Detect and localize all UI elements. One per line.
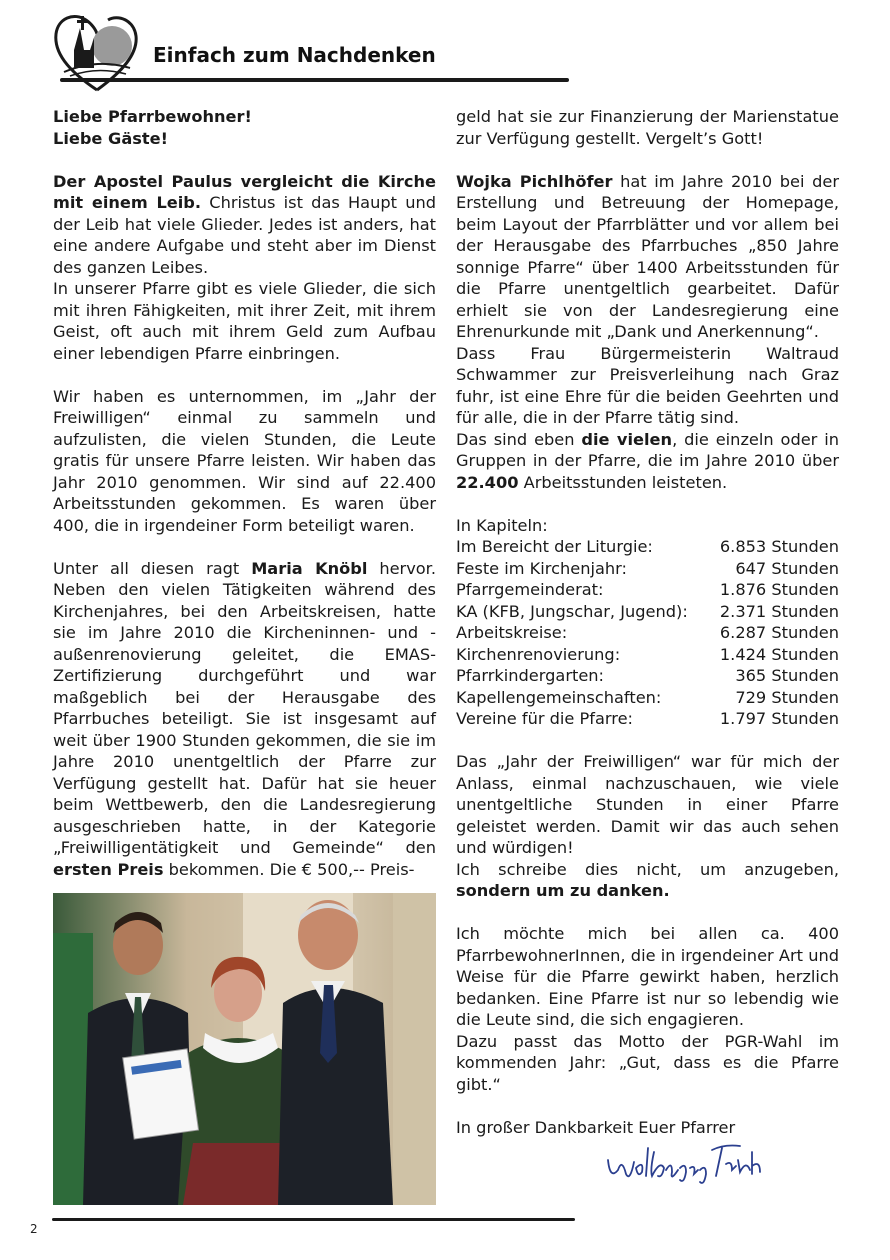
stat-value: 1.797 Stunden bbox=[719, 709, 839, 728]
heart-church-logo-icon bbox=[52, 10, 142, 95]
stat-value: 6.853 Stunden bbox=[719, 537, 839, 556]
stat-label: Arbeitskreise: bbox=[456, 623, 568, 642]
stat-label: Vereine für die Pfarre: bbox=[456, 709, 633, 728]
stat-value: 365 Stunden bbox=[735, 666, 839, 685]
stat-row bbox=[456, 579, 839, 601]
stat-row bbox=[456, 558, 839, 580]
paragraph-danken bbox=[456, 859, 839, 902]
stat-value: 2.371 Stunden bbox=[719, 601, 839, 621]
paragraph-wojka bbox=[456, 171, 839, 343]
stat-label: Feste im Kirchenjahr: bbox=[456, 558, 627, 578]
paragraph-maria-knoebl bbox=[53, 558, 436, 881]
stat-label: Im Bereicht der Liturgie: bbox=[456, 537, 653, 556]
paragraph-paulus-lead: Der Apostel Paulus vergleicht die Kirche mit einem Leib. bbox=[53, 171, 436, 212]
signature-image bbox=[600, 1130, 770, 1185]
page-number: 2 bbox=[30, 1222, 38, 1236]
paragraph-paulus bbox=[53, 171, 436, 279]
stat-row bbox=[456, 687, 839, 709]
greeting-line-1: Liebe Pfarrbewohner! bbox=[53, 107, 252, 126]
stat-label: Pfarrgemeinderat: bbox=[456, 580, 604, 599]
hours-by-chapter bbox=[456, 515, 839, 730]
paragraph-preisgeld: geld hat sie zur Finanzierung der Marienstatue zur Verfügung gestellt. Vergelt’s Gott! bbox=[456, 107, 839, 148]
stat-row bbox=[456, 644, 839, 666]
stat-row bbox=[456, 622, 839, 644]
header-divider bbox=[60, 78, 569, 82]
stat-label: KA (KFB, Jungschar, Jugend): bbox=[456, 601, 688, 621]
paragraph-buergermeisterin: Dass Frau Bürgermeisterin Waltraud Schwammer zur Preisverleihung nach Graz fuhr, ist eine Ehre für die beiden Geehrten und für alle, die in der Pfarre tätig sind. bbox=[456, 343, 839, 427]
text-segment: Ich schreibe dies nicht, um anzugeben, bbox=[456, 859, 839, 879]
text-segment: Arbeitsstunden leisteten. bbox=[518, 472, 728, 492]
award-photo bbox=[53, 893, 436, 1205]
page-header bbox=[52, 10, 572, 100]
greeting bbox=[53, 106, 436, 149]
closing-line: In großer Dankbarkeit Euer Pfarrer bbox=[456, 1117, 736, 1137]
paragraph-motto: Dazu passt das Motto der PGR-Wahl im kommenden Jahr: „Gut, dass es die Pfarre gibt.“ bbox=[456, 1031, 839, 1094]
die-vielen: die vielen bbox=[581, 429, 673, 449]
total-hours: 22.400 bbox=[456, 472, 519, 492]
footer-divider bbox=[52, 1218, 575, 1221]
stat-value: 6.287 Stunden bbox=[719, 623, 839, 642]
text-segment: Das sind eben bbox=[456, 429, 582, 449]
stat-row bbox=[456, 665, 839, 687]
paragraph-paulus-text: Christus ist das Haupt und der Leib hat viele Glieder. Jedes ist anders, hat eine andere Aufgabe und steht aber im Dienst des ganzen Leibes. bbox=[53, 193, 436, 277]
paragraph-dank: Ich möchte mich bei allen ca. 400 PfarrbewohnerInnen, die in irgendeiner Art und Weise für die Pfarre gewirkt haben, herzlich bedanken. Eine Pfarre ist nur so lebendig wie die Leute sind, die sich engagieren. bbox=[456, 924, 839, 1029]
stats-heading bbox=[456, 515, 839, 537]
text-segment: hervor. Neben den vielen Tätigkeiten während des Kirchenjahres, bei den Arbeitskreisen, hatte sie im Jahre 2010 die Kircheninnen- und - außenrenovierung geleitet, die EMAS-Zertifizierung durchgeführt und war maßgeblich bei der Herausgabe des Pfarrbuches beteiligt. Sie ist insgesamt auf weit über 1900 Stunden gekommen, die sie im Jahre 2010 unentgeltlich der Pfarre zur Verfügung gestellt hat. Dafür hat sie heuer beim Wettbewerb, den die Landesregierung ausgeschrieben hatte, in der Kategorie „Freiwilligentätigkeit und Gemeinde“ den bbox=[53, 558, 436, 857]
stat-label: Kirchenrenovierung: bbox=[456, 644, 621, 664]
stat-value: 1.876 Stunden bbox=[719, 580, 839, 599]
text-segment: , die einzeln oder in Gruppen in der Pfarre, die im Jahre 2010 über bbox=[456, 429, 839, 470]
page-title: Einfach zum Nachdenken bbox=[153, 43, 436, 67]
name-wojka-pichlhoefer: Wojka Pichlhöfer bbox=[456, 171, 613, 191]
stat-row bbox=[456, 536, 839, 558]
stat-row bbox=[456, 601, 839, 623]
name-maria-knoebl: Maria Knöbl bbox=[251, 558, 368, 578]
award-photo-illustration bbox=[53, 893, 436, 1205]
sondern-um-zu-danken: sondern um zu danken. bbox=[456, 881, 670, 900]
right-column bbox=[456, 106, 839, 1160]
stat-label: Kapellengemeinschaften: bbox=[456, 687, 662, 707]
stats-heading-label: In Kapiteln: bbox=[456, 515, 548, 535]
stat-label: Pfarrkindergarten: bbox=[456, 666, 605, 685]
text-segment: Unter all diesen ragt bbox=[53, 558, 252, 578]
first-prize: ersten Preis bbox=[53, 859, 164, 879]
stat-value: 647 Stunden bbox=[735, 558, 839, 578]
text-segment: hat im Jahre 2010 bei der Erstellung und Betreuung der Homepage, beim Layout der Pfarrblätter und vor allem bei der Herausgabe des Pfarrbuches „850 Jahre sonnige Pfarre“ über 1400 Arbeitsstunden für die Pfarre unentgeltlich gearbeitet. Dafür erhielt sie von der Landesregierung eine Ehrenurkunde mit „Dank und Anerkennung“. bbox=[456, 171, 839, 341]
stat-value: 1.424 Stunden bbox=[719, 644, 839, 664]
stat-row bbox=[456, 708, 839, 730]
text-segment: bekommen. Die € 500,-- Preis- bbox=[163, 859, 415, 879]
left-column bbox=[53, 106, 436, 902]
paragraph-freiwillige: Wir haben es unternommen, im „Jahr der Freiwilligen“ einmal zu sammeln und aufzulisten, die vielen Stunden, die Leute gratis für unsere Pfarre leisten. Wir haben das Jahr 2010 genommen. Wir sind auf 22.400 Arbeitsstunden gekommen. Es waren über 400, die in irgendeiner Form beteiligt waren. bbox=[53, 386, 436, 535]
greeting-line-2: Liebe Gäste! bbox=[53, 128, 168, 148]
paragraph-jahr-der-freiwilligen: Das „Jahr der Freiwilligen“ war für mich der Anlass, einmal nachzuschauen, wie viele unentgeltliche Stunden in einer Pfarre geleistet werden. Damit wir das auch sehen und würdigen! bbox=[456, 752, 839, 857]
paragraph-die-vielen bbox=[456, 429, 839, 494]
paragraph-glieder: In unserer Pfarre gibt es viele Glieder, die sich mit ihren Fähigkeiten, mit ihrer Zeit, mit ihrem Geist, oft auch mit ihrem Geld zum Aufbau einer lebendigen Pfarre einbringen. bbox=[53, 279, 436, 363]
stat-value: 729 Stunden bbox=[735, 687, 839, 707]
